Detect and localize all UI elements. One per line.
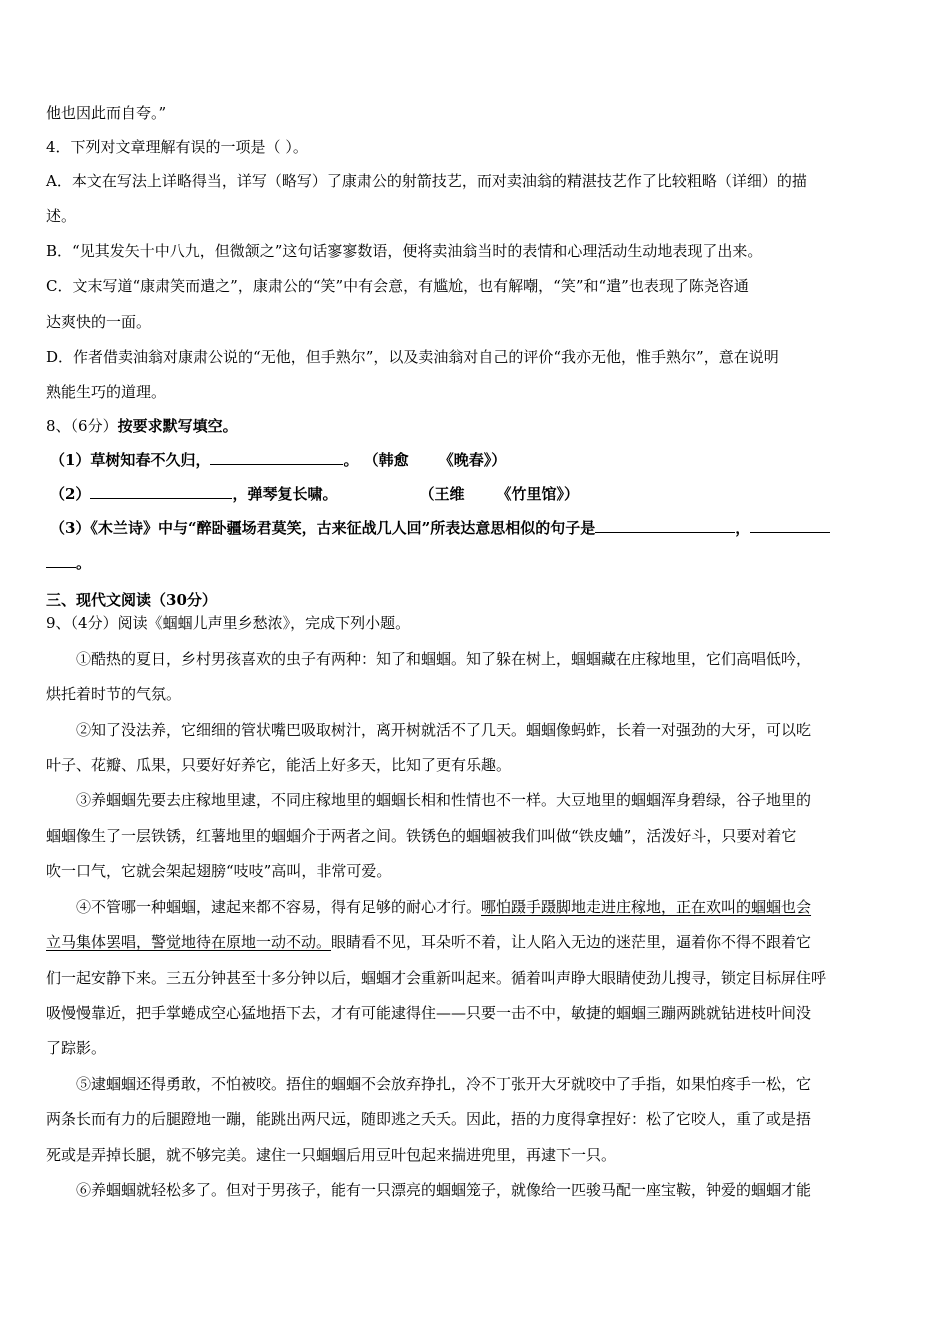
underlined-sentence: 哪怕蹑手蹑脚地走进庄稼地，正在欢叫的蝈蝈也会 [481,898,812,916]
paragraph-2-line: 叶子、花瓣、瓜果，只要好好养它，能活上好多天，比知了更有乐趣。 [46,756,512,774]
paragraph-4-line: 吸慢慢靠近，把手掌蜷成空心猛地捂下去，才有可能逮得住——只要一击不中，敏捷的蝈蝈三蹦两跳就钻进枝叶间没 [46,1004,812,1022]
question-8-item-2: （2） ，弹琴复长啸。 （王维 《竹里馆》） [50,485,579,503]
option-a-line2: 述。 [46,207,77,225]
paragraph-4-line: ④不管哪一种蝈蝈，逮起来都不容易，得有足够的耐心才行。哪怕蹑手蹑脚地走进庄稼地，正在欢叫的蝈蝈也会 [76,898,812,916]
fill-blank-4[interactable] [750,518,830,533]
paragraph-2-line: ②知了没法养，它细细的管状嘴巴吸取树汁，离开树就活不了几天。蝈蝈像蚂蚱，长着一对强劲的大牙，可以吃 [76,721,812,739]
fill-blank-1[interactable] [210,450,343,465]
paragraph-4-line: 们一起安静下来。三五分钟甚至十多分钟以后，蝈蝈才会重新叫起来。循着叫声睁大眼睛使劲儿搜寻，锁定目标屏住呼 [46,969,827,987]
paragraph-4-line: 了踪影。 [46,1039,107,1057]
fill-blank-4-cont[interactable] [46,553,76,568]
option-b: B．“见其发矢十中八九，但微颔之”这句话寥寥数语，便将卖油翁当时的表情和心理活动生动地表现了出来。 [46,242,763,260]
question-8-item-3: （3）《木兰诗》中与“醉卧疆场君莫笑，古来征战几人回”所表达意思相似的句子是 ， [50,518,830,538]
paragraph-5-line: 死或是弄掉长腿，就不够完美。逮住一只蝈蝈后用豆叶包起来揣进兜里，再逮下一只。 [46,1146,617,1164]
question-8-stem: 8、（6分）按要求默写填空。 [46,417,238,435]
section-heading: 三、现代文阅读（30分） [46,591,217,609]
paragraph-6-line: ⑥养蝈蝈就轻松多了。但对于男孩子，能有一只漂亮的蝈蝈笼子，就像给一匹骏马配一座宝鞍，钟爱的蝈蝈才能 [76,1181,812,1199]
option-d-line1: D．作者借卖油翁对康肃公说的“无他，但手熟尔”，以及卖油翁对自己的评价“我亦无他，惟手熟尔”，意在说明 [46,348,779,366]
paragraph-3-line: 蝈蝈像生了一层铁锈，红薯地里的蝈蝈介于两者之间。铁锈色的蝈蝈被我们叫做“铁皮蛐”，活泼好斗，只要对着它 [46,827,797,845]
option-a-line1: A．本文在写法上详略得当，详写（略写）了康肃公的射箭技艺，而对卖油翁的精湛技艺作了比较粗略（详细）的描 [46,172,807,190]
question-8-item-1: （1）草树知春不久归， 。 （韩愈 《晚春》） [50,451,507,469]
question-9-stem: 9、（4分）阅读《蝈蝈儿声里乡愁浓》，完成下列小题。 [46,614,411,632]
text-line: 他也因此而自夸。” [46,104,167,122]
fill-blank-3[interactable] [595,518,735,533]
paragraph-5-line: 两条长而有力的后腿蹬地一蹦，能跳出两尺远，随即逃之夭夭。因此，捂的力度得拿捏好：松了它咬人，重了或是捂 [46,1110,812,1128]
question-8-item-3-cont: 。 [46,553,91,573]
paragraph-3-line: 吹一口气，它就会架起翅膀“吱吱”高叫，非常可爱。 [46,862,392,880]
paragraph-5-line: ⑤逮蝈蝈还得勇敢，不怕被咬。捂住的蝈蝈不会放弃挣扎，冷不丁张开大牙就咬中了手指，如果怕疼手一松，它 [76,1075,812,1093]
paragraph-1-line: 烘托着时节的气氛。 [46,685,182,703]
option-c-line1: C．文末写道“康肃笑而遣之”，康肃公的“笑”中有会意，有尴尬，也有解嘲，“笑”和“遣”也表现了陈尧咨通 [46,277,749,295]
paragraph-3-line: ③养蝈蝈先要去庄稼地里逮，不同庄稼地里的蝈蝈长相和性情也不一样。大豆地里的蝈蝈浑身碧绿，谷子地里的 [76,791,812,809]
underlined-sentence: 立马集体罢唱，警觉地待在原地一动不动。 [46,933,332,951]
option-d-line2: 熟能生巧的道理。 [46,383,167,401]
option-c-line2: 达爽快的一面。 [46,313,152,331]
paragraph-4-line: 立马集体罢唱，警觉地待在原地一动不动。眼睛看不见，耳朵听不着，让人陷入无边的迷茫里，逼着你不得不跟着它 [46,933,812,951]
fill-blank-2[interactable] [90,484,232,499]
paragraph-1-line: ①酷热的夏日，乡村男孩喜欢的虫子有两种：知了和蝈蝈。知了躲在树上，蝈蝈藏在庄稼地里，它们高唱低吟， [76,650,812,668]
question-4-stem: 4．下列对文章理解有误的一项是（ ）。 [46,138,308,156]
